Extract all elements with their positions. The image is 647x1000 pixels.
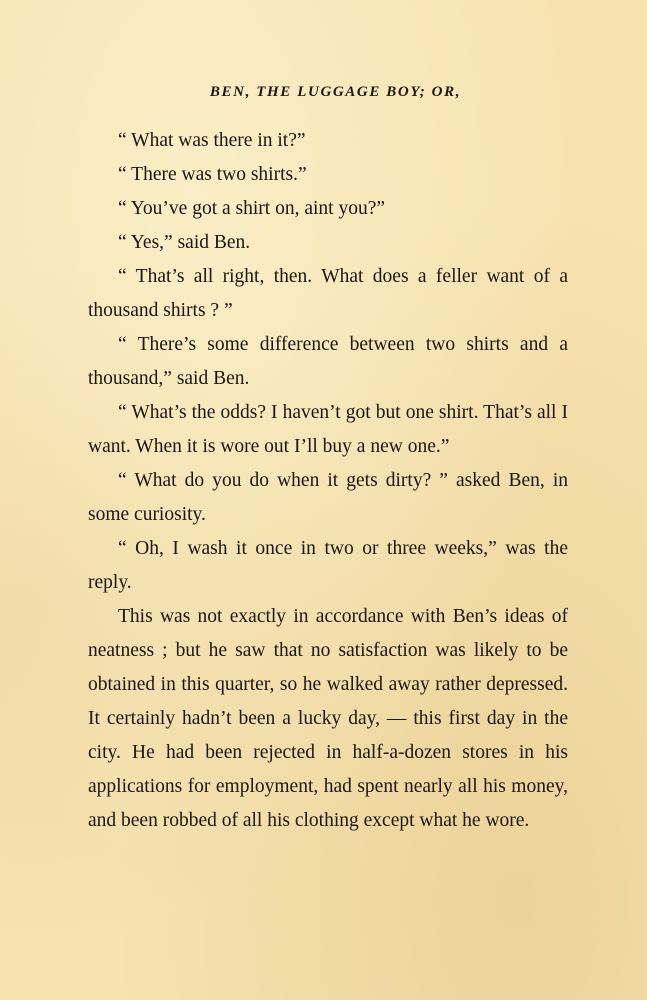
paragraph: This was not exactly in accordance with Ben’s ideas of neatness ; but he saw that no satisfaction was likely to be obtained in this quarter, so he walked away rather depressed. It certainly hadn’t been a lucky day, — this first day in the city. He had been rejected in half-a-dozen stores in his applications for employment, had spent nearly all his money, and been robbed of all his clothing except what he wore. [88, 606, 568, 831]
paragraph: “ What was there in it?” [118, 130, 306, 151]
paragraph: “ There was two shirts.” [118, 164, 307, 185]
paragraph: “ What do you do when it gets dirty? ” asked Ben, in some curiosity. [88, 470, 568, 525]
body-text [88, 124, 568, 838]
paragraph: “ What’s the odds? I haven’t got but one shirt. That’s all I want. When it is wore out I’ll buy a new one.” [88, 402, 568, 457]
paragraph: “ You’ve got a shirt on, aint you?” [118, 198, 386, 219]
paragraph: “ There’s some difference between two shirts and a thousand,” said Ben. [88, 334, 568, 389]
paragraph: “ Oh, I wash it once in two or three weeks,” was the reply. [88, 538, 568, 593]
running-head: BEN, THE LUGGAGE BOY; OR, [209, 84, 462, 100]
paragraph: “ That’s all right, then. What does a feller want of a thousand shirts ? ” [88, 266, 568, 321]
paragraph: “ Yes,” said Ben. [118, 232, 251, 253]
